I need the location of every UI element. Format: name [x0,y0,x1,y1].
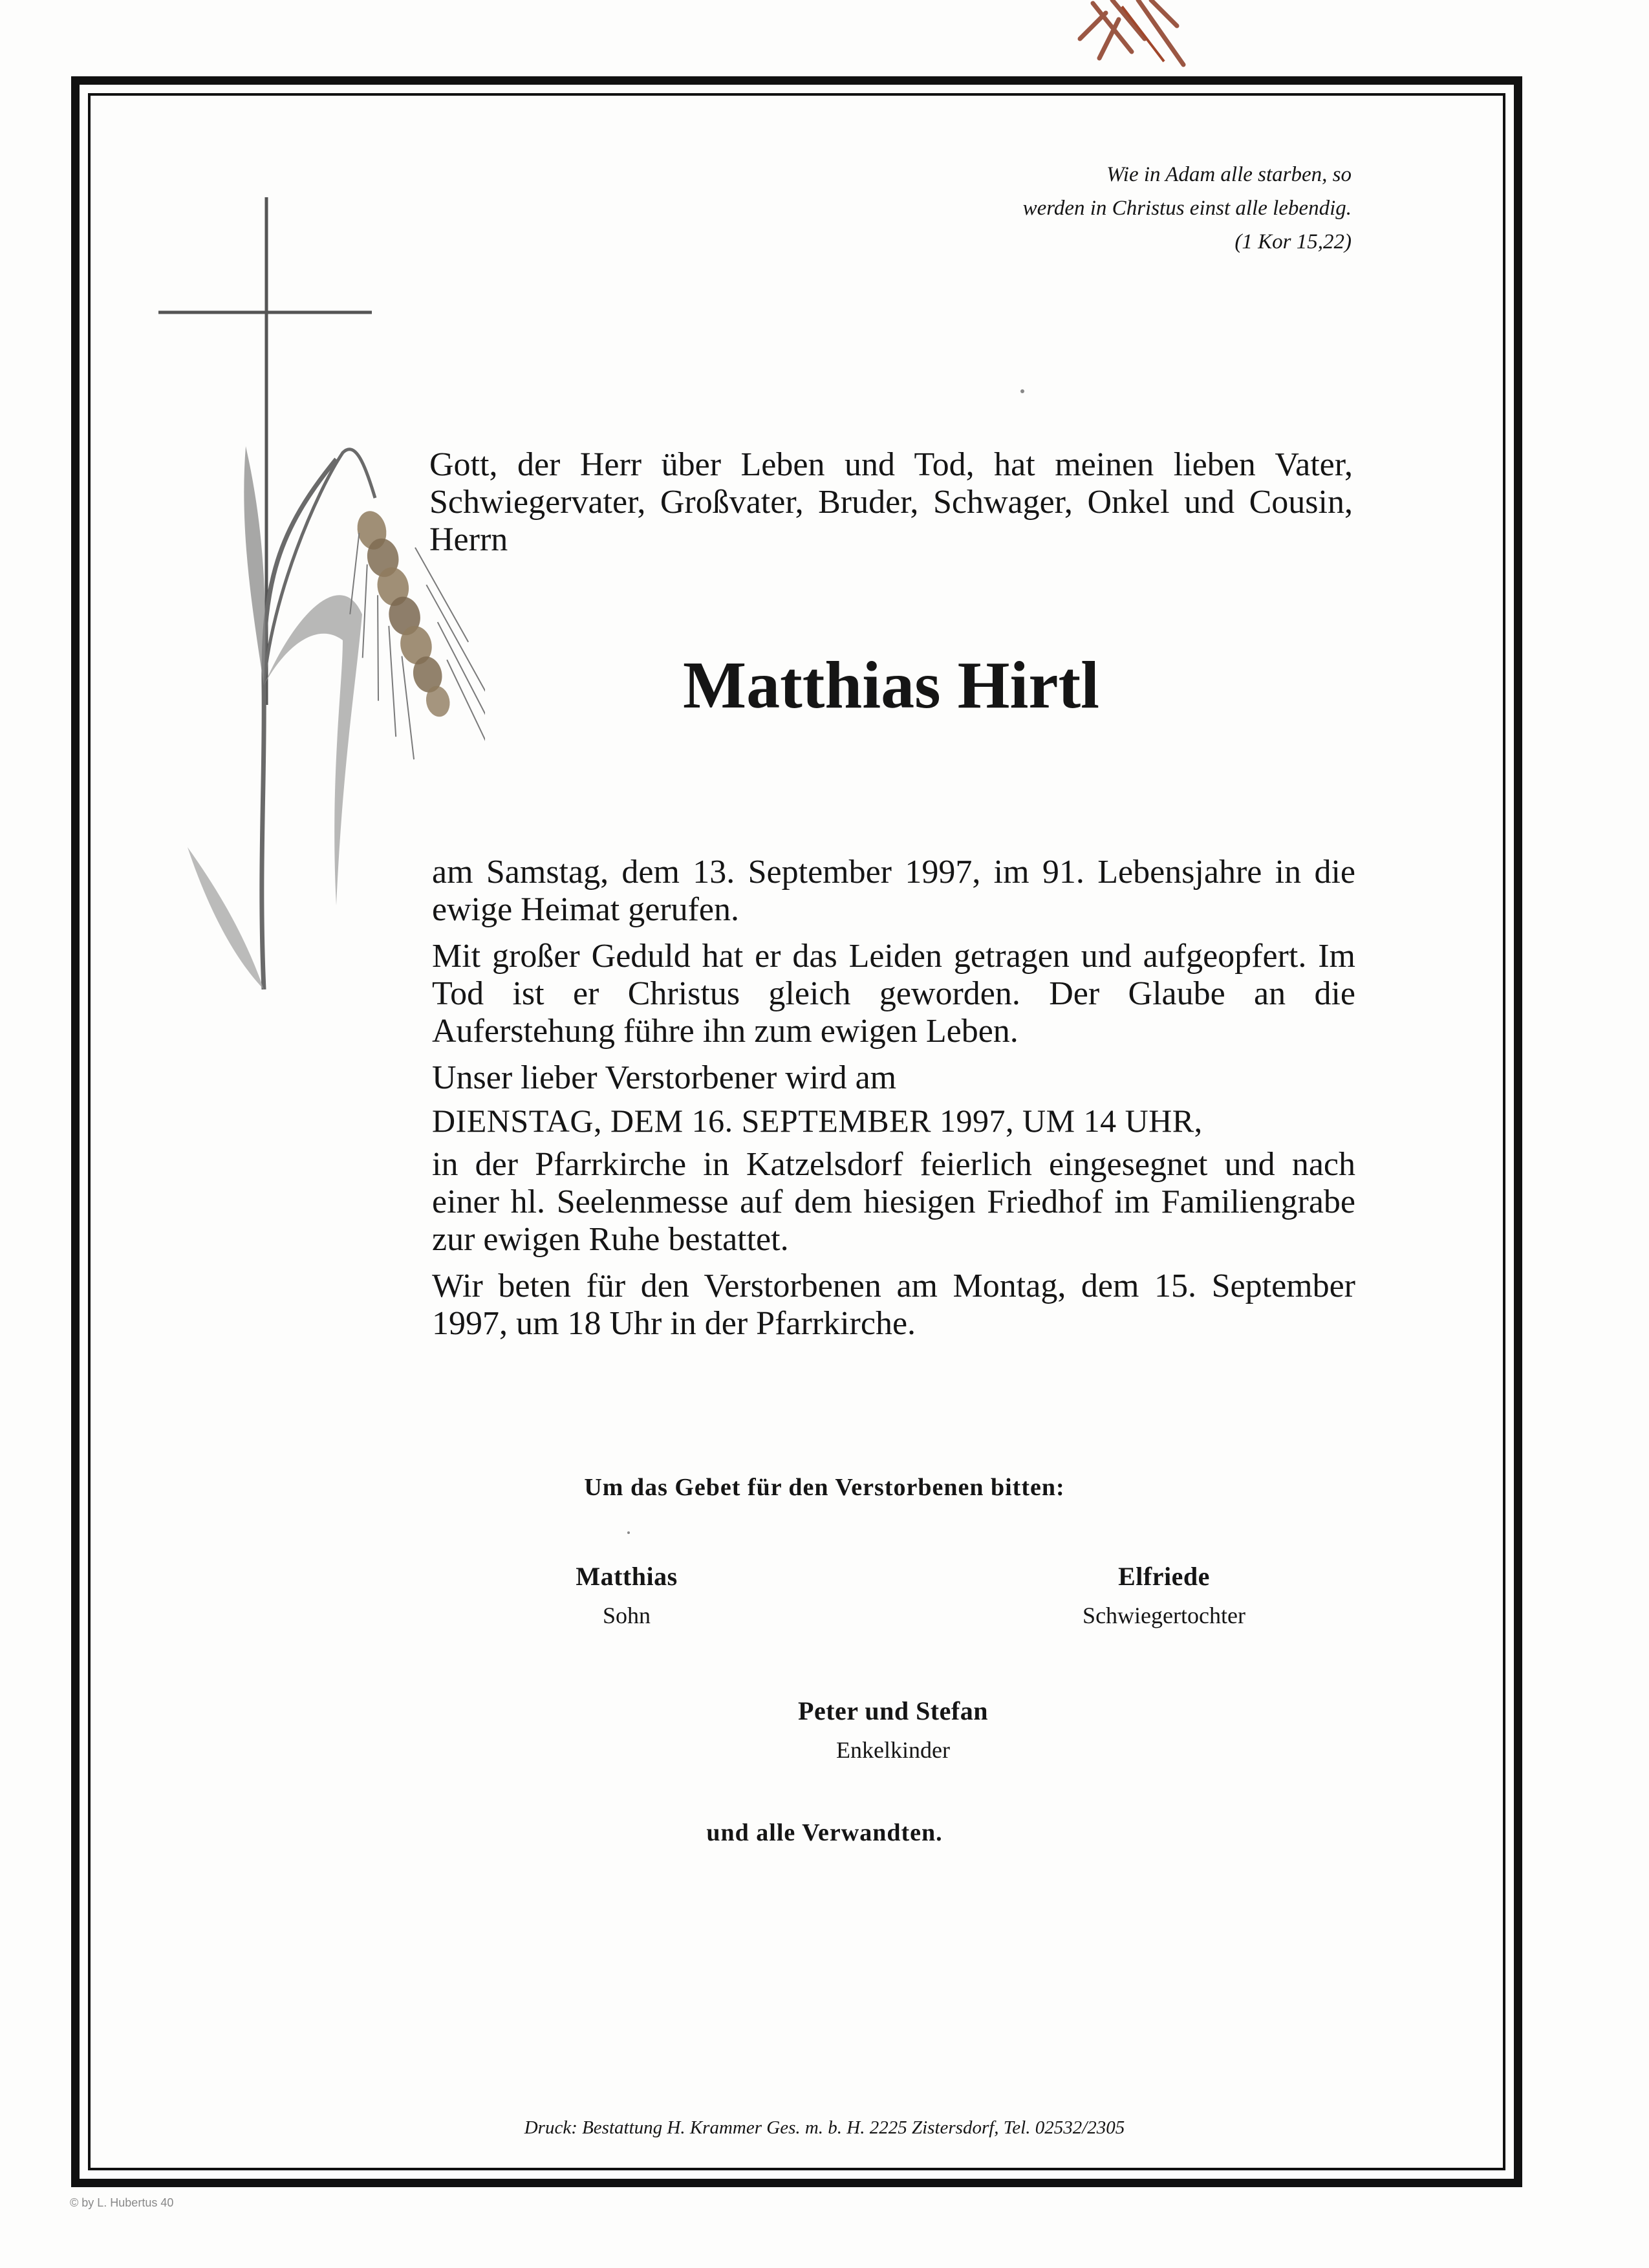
dust-speck [627,1531,630,1534]
funeral-location-paragraph: in der Pfarrkirche in Katzelsdorf feierlich eingesegnet und nach einer hl. Seelenmesse auf dem hiesigen Friedhof im Familiengrabe zur ewigen Ruhe bestattet. [432,1146,1355,1258]
deceased-name: Matthias Hirtl [682,648,1100,722]
mourner-1 [465,1557,788,1635]
announcement-body [432,854,1355,1352]
mourner-3 [731,1692,1055,1769]
scripture-quote [1023,158,1352,259]
mourner-relation: Sohn [602,1603,651,1628]
faith-paragraph: Mit großer Geduld hat er das Leiden getragen und aufgeopfert. Im Tod ist er Christus gleich geworden. Der Glaube an die Auferstehung führe ihn zum ewigen Leben. [432,938,1355,1050]
funeral-date-paragraph: DIENSTAG, DEM 16. SEPTEMBER 1997, UM 14 UHR, [432,1103,1203,1139]
mourner-2 [1002,1557,1326,1635]
scripture-reference: (1 Kor 15,22) [1234,230,1352,254]
funeral-intro-paragraph: Unser lieber Verstorbener wird am [432,1059,897,1096]
dust-speck [1020,389,1024,393]
death-date-paragraph: am Samstag, dem 13. September 1997, im 91. Lebensjahre in die ewige Heimat gerufen. [432,854,1355,928]
scripture-line-1: Wie in Adam alle starben, so [1106,163,1352,186]
mourner-name: Matthias [576,1562,678,1591]
copyright-notice: © by L. Hubertus 40 [70,2196,174,2209]
intro-paragraph: Gott, der Herr über Leben und Tod, hat meinen lieben Vater, Schwiegervater, Großvater, Bruder, Schwager, Onkel und Cousin, Herrn [429,446,1353,558]
prayer-paragraph: Wir beten für den Verstorbenen am Montag, dem 15. September 1997, um 18 Uhr in der Pfarrkirche. [432,1268,1355,1342]
corner-mark [1073,0,1216,71]
mourner-relation: Schwiegertochter [1083,1603,1245,1628]
mourner-name: Peter und Stefan [798,1696,988,1725]
prayer-request: Um das Gebet für den Verstorbenen bitten: [584,1474,1065,1501]
mourner-name: Elfriede [1118,1562,1210,1591]
scripture-line-2: werden in Christus einst alle lebendig. [1022,197,1352,220]
printer-imprint: Druck: Bestattung H. Krammer Ges. m. b. H. 2225 Zistersdorf, Tel. 02532/2305 [524,2117,1125,2138]
mourner-relation: Enkelkinder [836,1737,950,1763]
relatives-line: und alle Verwandten. [706,1819,943,1846]
